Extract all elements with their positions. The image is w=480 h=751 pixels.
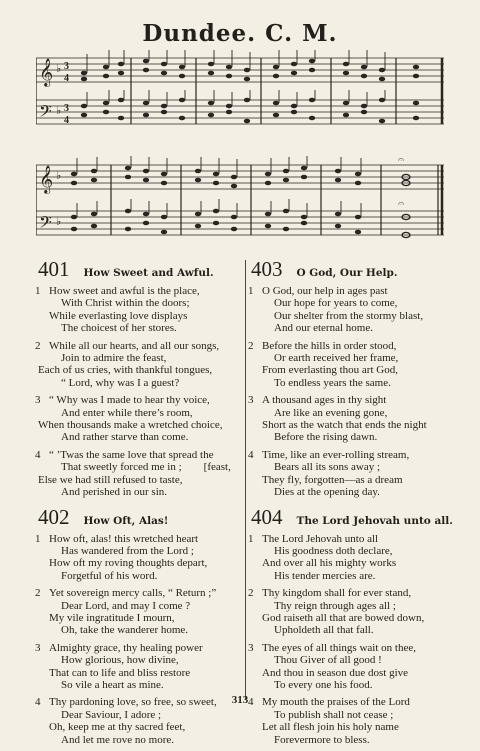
verse-line: My mouth the praises of the Lord <box>262 696 410 709</box>
verse-line: Join to admire the feast, <box>61 352 167 365</box>
hymn-title: The Lord Jehovah unto all. <box>296 514 453 527</box>
verse-line: Upholdeth all that fall. <box>274 624 374 637</box>
verse-number: 2 <box>35 339 41 352</box>
verse <box>35 339 242 390</box>
svg-text:𝄢: 𝄢 <box>39 212 52 236</box>
verse-number: 4 <box>35 448 41 461</box>
svg-text:3: 3 <box>64 103 69 114</box>
music-notation-system-1 <box>36 50 446 132</box>
verse-line: When thousands make a wretched choice, <box>38 419 223 432</box>
verse-line: The eyes of all things wait on thee, <box>262 641 416 654</box>
svg-text:♭: ♭ <box>56 170 62 182</box>
verse-line: “ Lord, why was I a guest? <box>61 376 180 389</box>
music-system-1 <box>36 50 446 132</box>
verse-line: While everlasting love displays <box>49 309 188 322</box>
hymn-403 <box>248 257 475 499</box>
verse <box>35 285 242 335</box>
verse-line: To publish shall not cease ; <box>274 708 394 721</box>
verse <box>248 448 475 499</box>
hymn-number: 401 <box>38 257 70 281</box>
verse-number: 3 <box>35 394 41 407</box>
verse-line: How glorious, how divine, <box>61 654 179 667</box>
verse <box>248 532 475 583</box>
verse-line: “ ’Twas the same love that spread the <box>49 448 214 461</box>
svg-text:3: 3 <box>64 61 69 72</box>
verse <box>35 587 242 637</box>
verse-line: How sweet and awful is the place, <box>49 285 200 297</box>
verse-line: That sweetly forced me in ; [feast, <box>61 461 231 474</box>
verse-line: The Lord Jehovah unto all <box>262 532 379 545</box>
verse-line: With Christ within the doors; <box>61 297 190 310</box>
verse-line: Yet sovereign mercy calls, “ Return ;” <box>49 587 217 600</box>
verse-line: Before the hills in order stood, <box>262 339 397 352</box>
verse-number: 3 <box>35 641 41 654</box>
verse-line: “ Why was I made to hear thy voice, <box>49 394 210 407</box>
verse-line: Each of us cries, with thankful tongues, <box>38 364 213 377</box>
verse <box>35 448 242 499</box>
verse-line: Thy reign through ages all ; <box>274 599 396 612</box>
hymn-401 <box>35 257 242 499</box>
svg-text:♭: ♭ <box>56 63 62 75</box>
hymn-title: How Sweet and Awful. <box>83 267 214 279</box>
verse <box>35 641 242 692</box>
verse-line: Dear Lord, and may I come ? <box>61 599 191 612</box>
verse-line: Else we had still refused to taste, <box>38 473 183 486</box>
verse-number: 2 <box>35 587 41 600</box>
verse-line: Has wandered from the Lord ; <box>61 544 194 557</box>
column-divider <box>245 260 246 700</box>
svg-text:4: 4 <box>64 115 69 126</box>
hymn-title: O God, Our Help. <box>296 267 398 279</box>
svg-text:𝄐: 𝄐 <box>398 154 405 166</box>
verse-line: O God, our help in ages past <box>262 285 388 297</box>
svg-text:♭: ♭ <box>56 216 62 228</box>
verse-line: Almighty grace, thy healing power <box>49 641 203 654</box>
page-number: 313 <box>231 694 249 706</box>
music-system-2 <box>36 153 446 243</box>
verse-line: And enter while there’s room, <box>61 406 193 419</box>
verse-line: God raiseth all that are bowed down, <box>262 611 425 624</box>
hymn-title: How Oft, Alas! <box>83 514 169 527</box>
svg-text:♭: ♭ <box>56 105 62 117</box>
verse-line: And let me rove no more. <box>61 733 175 746</box>
verse-line: Our hope for years to come, <box>274 297 398 310</box>
verse-line: And over all his mighty works <box>262 557 397 570</box>
svg-text:4: 4 <box>64 73 69 84</box>
verse-line: To every one his food. <box>274 678 373 691</box>
verse-line: The choicest of her stores. <box>61 322 177 335</box>
verse-line: That can to life and bliss restore <box>49 666 191 679</box>
verse <box>35 532 242 583</box>
hymn-number: 403 <box>251 257 283 281</box>
verse-number: 1 <box>248 532 254 545</box>
verse <box>248 587 475 637</box>
verse-number: 3 <box>248 641 254 654</box>
verse-number: 1 <box>35 532 41 545</box>
verse-line: His tender mercies are. <box>274 569 376 582</box>
svg-text:𝄞: 𝄞 <box>39 165 54 193</box>
verse-number: 4 <box>35 696 41 709</box>
verse <box>248 394 475 444</box>
verse-line: Thy pardoning love, so free, so sweet, <box>49 696 217 709</box>
verse-line: And our eternal home. <box>274 322 373 335</box>
verse-number: 2 <box>248 339 254 352</box>
verse-line: Forgetful of his word. <box>61 569 158 582</box>
verse-line: My vile ingratitude I mourn, <box>49 611 175 624</box>
svg-text:𝄐: 𝄐 <box>398 198 405 210</box>
verse-line: Our shelter from the stormy blast, <box>274 309 424 322</box>
verse-line: Dear Saviour, I adore ; <box>61 708 162 721</box>
tune-title: Dundee. C. M. <box>142 20 338 47</box>
verse-number: 1 <box>248 285 254 297</box>
verse-line: Oh, take the wanderer home. <box>61 624 189 637</box>
hymn-number: 402 <box>38 504 70 529</box>
verse-line: So vile a heart as mine. <box>61 678 164 691</box>
verse <box>248 641 475 692</box>
hymn-402 <box>35 504 242 747</box>
verse-line: A thousand ages in thy sight <box>262 394 387 407</box>
verse-line: Short as the watch that ends the night <box>262 419 427 432</box>
verse-line: Or earth received her frame, <box>274 352 399 365</box>
verse-number: 1 <box>35 285 41 297</box>
verse-line: Are like an evening gone, <box>274 406 388 419</box>
left-column <box>35 257 242 751</box>
verse-line: From everlasting thou art God, <box>262 364 398 377</box>
svg-text:𝄢: 𝄢 <box>39 101 52 125</box>
verse-line: To endless years the same. <box>274 376 391 389</box>
verse-line: Thy kingdom shall for ever stand, <box>262 587 412 600</box>
hymn-404 <box>248 504 475 747</box>
verse-number: 4 <box>248 696 254 709</box>
verse-line: Before the rising dawn. <box>274 431 378 444</box>
verse-number: 4 <box>248 448 254 461</box>
verse-line: And perished in our sin. <box>61 486 168 499</box>
verse-line: Oh, keep me at thy sacred feet, <box>49 721 186 734</box>
verse-line: Forevermore to bless. <box>274 733 370 746</box>
verse-line: While all our hearts, and all our songs, <box>49 339 220 352</box>
svg-text:𝄞: 𝄞 <box>39 58 54 86</box>
verse-line: How oft my roving thoughts depart, <box>49 557 208 570</box>
hymn-number: 404 <box>251 504 283 529</box>
verse-line: Time, like an ever-rolling stream, <box>262 448 410 461</box>
verse-line: Thou Giver of all good ! <box>274 654 382 667</box>
verse-number: 2 <box>248 587 254 600</box>
verse-line: They fly, forgotten—as a dream <box>262 473 403 486</box>
verse-line: His goodness doth declare, <box>274 544 393 557</box>
verse-line: And thou in season due dost give <box>262 666 409 679</box>
verse-line: Bears all its sons away ; <box>274 461 381 474</box>
music-notation-system-2 <box>36 153 446 243</box>
verse <box>248 339 475 390</box>
verse-line: How oft, alas! this wretched heart <box>49 532 199 545</box>
verse-number: 3 <box>248 394 254 407</box>
verse-line: And rather starve than come. <box>61 431 189 444</box>
verse-line: Let all flesh join his holy name <box>262 721 399 734</box>
verse <box>248 285 475 335</box>
verse-line: Dies at the opening day. <box>274 486 380 499</box>
verse <box>35 394 242 444</box>
right-column <box>248 257 475 751</box>
